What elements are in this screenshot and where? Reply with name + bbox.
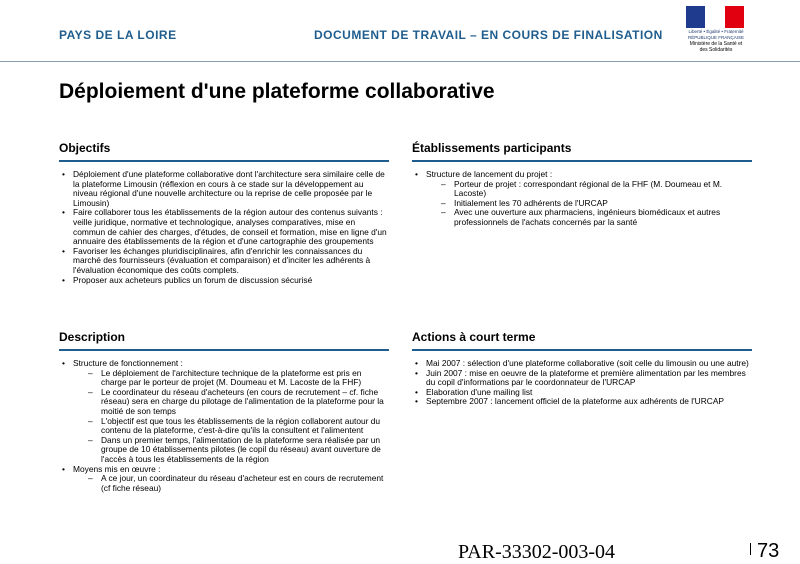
actions-list: [412, 359, 752, 407]
list-item: • Elaboration d'une mailing list: [412, 388, 752, 398]
list-item-label: Structure de lancement du projet :: [426, 169, 553, 179]
sub-list-item: – Initialement les 70 adhérents de l'URCAP: [426, 199, 752, 209]
region-label: PAYS DE LA LOIRE: [59, 28, 177, 42]
flag-icon: [686, 6, 744, 28]
logo-ministry: Ministère de la Santé et des Solidarités: [689, 41, 743, 53]
list-item: [59, 465, 389, 494]
sub-list: [426, 180, 752, 228]
logo-motto: Liberté • Égalité • Fraternité: [688, 29, 744, 34]
objectifs-heading: Objectifs: [59, 141, 389, 162]
sub-list-item: – A ce jour, un coordinateur du réseau d'acheteur est en cours de recrutement (cf fiche réseau): [73, 474, 389, 493]
list-item: • Faire collaborer tous les établissements de la région autour des contenus suivants : veille juridique, normative et technologique, analyses comparatives, mise en commun de cahier des charges, d'études, de conseil et formation, mise en ligne d'un annuaire des établissements de la région et d'une cartographie des groupements: [59, 208, 389, 246]
sub-list-item: – Le coordinateur du réseau d'acheteurs (en cours de recrutement – cf. fiche réseau) sera en charge du pilotage de l'alimentation de la plateforme pour la moitié de son temps: [73, 388, 389, 417]
sub-list-item: – Le déploiement de l'architecture technique de la plateforme est pris en charge par le porteur de projet (M. Doumeau et M. Lacoste de la FHF): [73, 369, 389, 388]
objectifs-list: [59, 170, 389, 285]
list-item: • Septembre 2007 : lancement officiel de la plateforme aux adhérents de l'URCAP: [412, 397, 752, 407]
list-item: [412, 170, 752, 228]
actions-heading: Actions à court terme: [412, 330, 752, 351]
list-item: [59, 359, 389, 465]
flag-white: [705, 6, 724, 28]
description-list: [59, 359, 389, 493]
actions-section: [412, 330, 752, 407]
header-divider: [0, 61, 800, 62]
list-item: • Proposer aux acheteurs publics un forum de discussion sécurisé: [59, 276, 389, 286]
description-heading: Description: [59, 330, 389, 351]
etablissements-heading: Établissements participants: [412, 141, 752, 162]
page-title: Déploiement d'une plateforme collaborative: [59, 80, 495, 103]
objectifs-section: [59, 141, 389, 285]
document-status: DOCUMENT DE TRAVAIL – EN COURS DE FINALISATION: [314, 28, 663, 42]
description-section: [59, 330, 389, 493]
republique-logo: [686, 6, 746, 58]
list-item: • Mai 2007 : sélection d'une plateforme collaborative (soit celle du limousin ou une autre): [412, 359, 752, 369]
list-item-label: Moyens mis en œuvre :: [73, 463, 161, 474]
sub-list-item: – Dans un premier temps, l'alimentation de la plateforme sera réalisée par un groupe de 10 établissements pilotes (le copil du réseau) avant ouverture de l'accès à tous les établissements de la région: [73, 436, 389, 465]
list-item: • Déploiement d'une plateforme collaborative dont l'architecture sera similaire celle de la plateforme Limousin (réflexion en cours à ce stade sur la développement au niveau régional d'une nouvelle architecture ou la reprise de celle proposée par le Limousin): [59, 170, 389, 208]
etablissements-section: [412, 141, 752, 228]
sub-list: [73, 369, 389, 465]
sub-list: [73, 474, 389, 493]
page-number: 73: [757, 540, 780, 562]
document-code: PAR-33302-003-04: [458, 541, 616, 563]
list-item: • Juin 2007 : mise en oeuvre de la plateforme et première alimentation par les membres du copil d'informations par le coordonnateur de l'URCAP: [412, 369, 752, 388]
list-item: • Favoriser les échanges pluridisciplinaires, afin d'enrichir les connaissances du marché des fournisseurs (évaluation et comparaison) et d'inciter les adhérents à l'évaluation économique des coûts complets.: [59, 247, 389, 276]
logo-motto-2: RÉPUBLIQUE FRANÇAISE: [687, 35, 744, 40]
sub-list-item: – Porteur de projet : correspondant régional de la FHF (M. Doumeau et M. Lacoste): [426, 180, 752, 199]
sub-list-item: – L'objectif est que tous les établissements de la région collaborent autour du contenu de la plateforme, c'est-à-dire qu'ils la consultent et l'alimentent: [73, 417, 389, 436]
sub-list-item: – Avec une ouverture aux pharmaciens, ingénieurs biomédicaux et autres professionnels de l'achats concernés par la santé: [426, 208, 752, 227]
flag-red: [725, 6, 744, 28]
etablissements-list: [412, 170, 752, 228]
list-item-label: Structure de fonctionnement :: [73, 358, 183, 368]
footer-divider: [750, 543, 751, 555]
flag-blue: [686, 6, 705, 28]
